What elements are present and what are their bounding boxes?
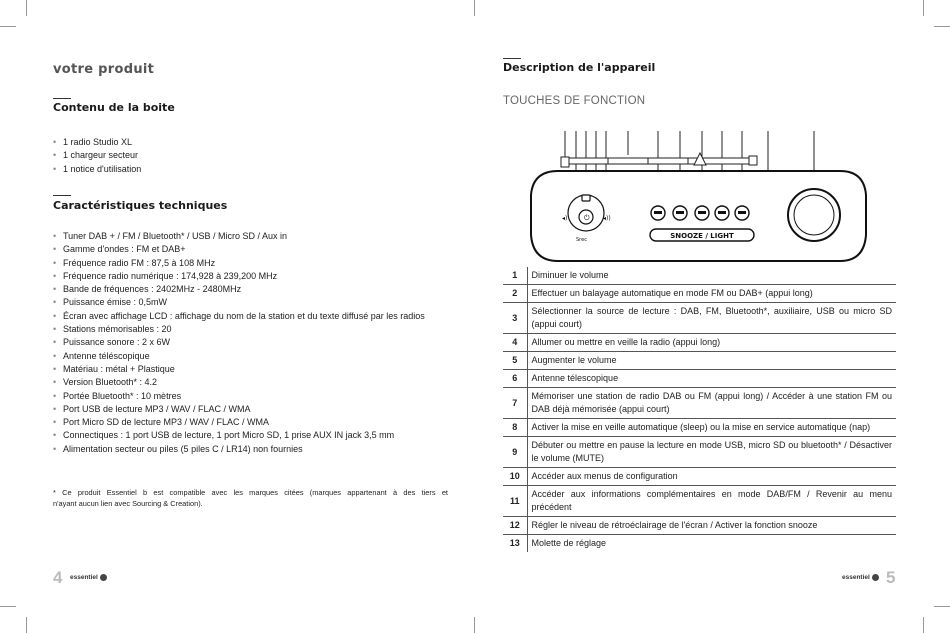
function-description: Molette de réglage (531, 538, 607, 548)
table-row (503, 486, 896, 517)
list-item: • Alimentation secteur ou piles (5 piles C / LR14) non fournies (53, 443, 425, 456)
function-description: Diminuer le volume (527, 267, 896, 285)
list-item: • Tuner DAB + / FM / Bluetooth* / USB / Micro SD / Aux in (53, 230, 425, 243)
footnote-line: n'ayant aucun lien avec Sourcing & Creation). (53, 499, 203, 508)
list-item: • Antenne téléscopique (53, 350, 425, 363)
table-row (503, 419, 896, 437)
function-description: Débuter ou mettre en pause la lecture en mode USB, micro SD ou bluetooth* / Désactiver le volume (MUTE) (527, 437, 896, 468)
list-item: • Portée Bluetooth* : 10 mètres (53, 390, 425, 403)
svg-text:◂)): ◂)) (603, 215, 611, 222)
function-number: 7 (503, 388, 527, 419)
list-item: • Port USB de lecture MP3 / WAV / FLAC / WMA (53, 403, 425, 416)
list-item: • 1 radio Studio XL (53, 136, 141, 149)
list-item: • Connectiques : 1 port USB de lecture, 1 port Micro SD, 1 prise AUX IN jack 3,5 mm (53, 429, 425, 442)
specs-list (53, 230, 425, 456)
box-contents-heading: Contenu de la boite (53, 101, 175, 114)
list-item: • Version Bluetooth* : 4.2 (53, 376, 425, 389)
function-keys-subheading: TOUCHES DE FONCTION (503, 95, 646, 107)
function-number: 3 (503, 303, 527, 334)
footnote (53, 487, 448, 509)
function-number: 9 (503, 437, 527, 468)
list-item: • Fréquence radio numérique : 174,928 à 239,200 MHz (53, 270, 425, 283)
table-row (503, 303, 896, 334)
brand-b-icon (872, 574, 879, 581)
page-number: 5 (886, 568, 896, 587)
list-item: • Matériau : métal + Plastique (53, 363, 425, 376)
svg-text:◂): ◂) (562, 215, 568, 222)
table-row (503, 468, 896, 486)
function-description: Mémoriser une station de radio DAB ou FM (appui long) / Accéder à une station FM ou DAB déjà mémorisée (appui court) (527, 388, 896, 419)
function-number: 11 (503, 486, 527, 517)
table-row (503, 370, 896, 388)
table-row (503, 517, 896, 535)
function-number: 4 (503, 334, 527, 352)
brand-name: essentiel (842, 574, 870, 581)
heading-rule (53, 98, 71, 99)
small-label: Srec (576, 237, 587, 243)
functions-table (503, 267, 896, 552)
function-number: 8 (503, 419, 527, 437)
description-heading: Description de l'appareil (503, 61, 656, 74)
function-number: 6 (503, 370, 527, 388)
function-number: 10 (503, 468, 527, 486)
table-row (503, 267, 896, 285)
specs-heading: Caractéristiques techniques (53, 199, 228, 212)
function-description: Effectuer un balayage automatique en mode FM ou DAB+ (appui long) (527, 285, 896, 303)
telescopic-antenna (561, 153, 757, 167)
function-description: Régler le niveau de rétroéclairage de l'écran / Activer la fonction snooze (527, 517, 896, 535)
list-item: • 1 notice d'utilisation (53, 163, 141, 176)
table-row (503, 388, 896, 419)
function-number: 1 (503, 267, 527, 285)
svg-text:⏻: ⏻ (584, 214, 590, 222)
list-item: • Bande de fréquences : 2402MHz - 2480MHz (53, 283, 425, 296)
list-item: • Stations mémorisables : 20 (53, 323, 425, 336)
snooze-light-label: SNOOZE / LIGHT (670, 232, 734, 240)
list-item: • Port Micro SD de lecture MP3 / WAV / FLAC / WMA (53, 416, 425, 429)
function-number: 12 (503, 517, 527, 535)
box-contents-list (53, 136, 141, 176)
control-cluster (568, 195, 604, 231)
heading-rule (53, 195, 71, 196)
footnote-line: * Ce produit Essentiel b est compatible avec les marques citées (marques appartenant à des tiers et (53, 488, 448, 497)
function-number: 13 (503, 535, 527, 553)
table-row (503, 352, 896, 370)
brand-name: essentiel (70, 574, 98, 581)
brand-logo (70, 574, 107, 581)
heading-rule (503, 58, 521, 59)
function-number: 2 (503, 285, 527, 303)
page-number: 4 (53, 568, 63, 587)
brand-logo (842, 574, 879, 581)
list-item: • Puissance émise : 0,5mW (53, 296, 425, 309)
tuning-knob (788, 189, 840, 241)
list-item: • Gamme d'ondes : FM et DAB+ (53, 243, 425, 256)
list-item: • Fréquence radio FM : 87,5 à 108 MHz (53, 257, 425, 270)
list-item: • 1 chargeur secteur (53, 149, 141, 162)
table-row (503, 437, 896, 468)
table-row (503, 334, 896, 352)
function-number: 5 (503, 352, 527, 370)
table-row (503, 285, 896, 303)
function-description: Sélectionner la source de lecture : DAB, FM, Bluetooth*, auxiliaire, USB ou micro SD (appui court) (527, 303, 896, 334)
function-description: Antenne télescopique (527, 370, 896, 388)
function-description: Allumer ou mettre en veille la radio (appui long) (527, 334, 896, 352)
radio-device-illustration (528, 125, 870, 265)
list-item: • Écran avec affichage LCD : affichage du nom de la station et du texte diffusé par les radios (53, 310, 425, 323)
page-title: votre produit (53, 62, 155, 77)
function-description: Augmenter le volume (527, 352, 896, 370)
table-row (503, 535, 896, 553)
function-description: Activer la mise en veille automatique (sleep) ou la mise en service automatique (nap) (527, 419, 896, 437)
list-item: • Puissance sonore : 2 x 6W (53, 336, 425, 349)
brand-b-icon (100, 574, 107, 581)
function-description: Accéder aux informations complémentaires en mode DAB/FM / Revenir au menu précédent (527, 486, 896, 517)
function-description: Accéder aux menus de configuration (527, 468, 896, 486)
